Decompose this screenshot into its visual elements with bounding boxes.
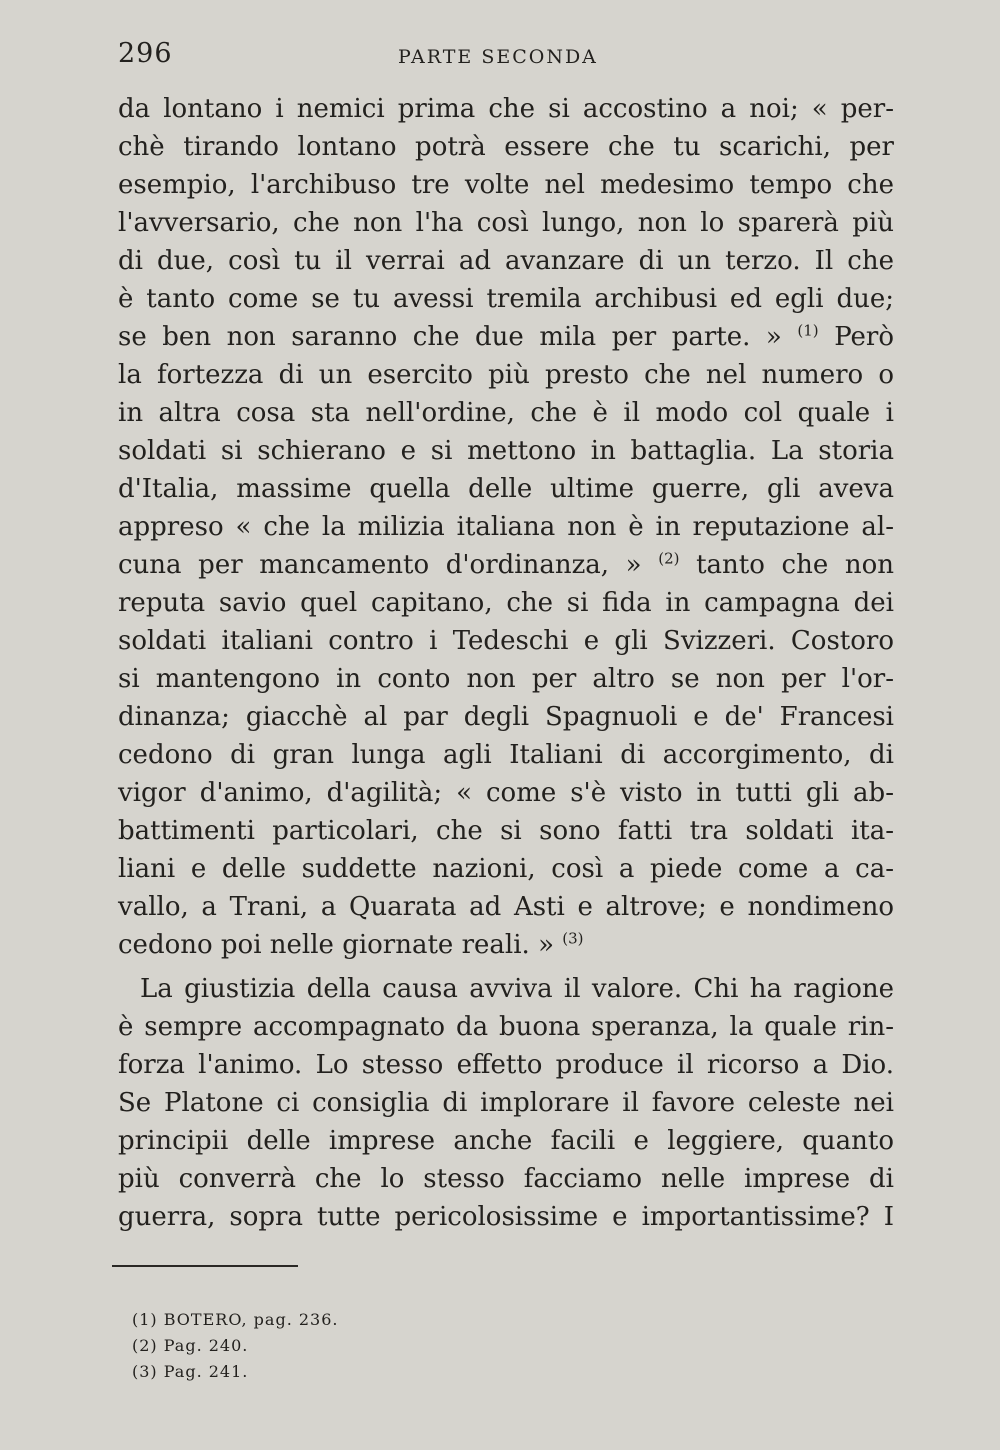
text-line: d'Italia, massime quella delle ultime guerre, gli aveva: [118, 474, 894, 504]
line-text: cuna per mancamento d'ordinanza, »: [118, 550, 642, 580]
footnote: (1) BOTERO, pag. 236.: [132, 1310, 339, 1329]
text-line: la fortezza di un esercito più presto che nel numero o: [118, 360, 894, 390]
text-line: l'avversario, che non l'ha così lungo, non lo sparerà più: [118, 208, 894, 238]
text-line: reputa savio quel capitano, che si fida in campagna dei: [118, 588, 894, 618]
text-line: principii delle imprese anche facili e leggiere, quanto: [118, 1126, 894, 1156]
text-line: Se Platone ci consiglia di implorare il favore celeste nei: [118, 1088, 894, 1118]
text-line: in altra cosa sta nell'ordine, che è il modo col quale i: [118, 398, 894, 428]
text-line: liani e delle suddette nazioni, così a piede come a ca-: [118, 854, 894, 884]
text-line: soldati si schierano e si mettono in battaglia. La storia: [118, 436, 894, 466]
footnote-reference: (3): [562, 929, 584, 948]
text-line: è sempre accompagnato da buona speranza, la quale rin-: [118, 1012, 894, 1042]
text-line: soldati italiani contro i Tedeschi e gli Svizzeri. Costoro: [118, 626, 894, 656]
text-line: appreso « che la milizia italiana non è in reputazione al-: [118, 512, 894, 542]
text-line: da lontano i nemici prima che si accostino a noi; « per-: [118, 94, 894, 124]
text-line: [118, 926, 894, 964]
text-line: vigor d'animo, d'agilità; « come s'è visto in tutti gli ab-: [118, 778, 894, 808]
text-line: di due, così tu il verrai ad avanzare di un terzo. Il che: [118, 246, 894, 276]
text-line: cedono di gran lunga agli Italiani di accorgimento, di: [118, 740, 894, 770]
text-line: più converrà che lo stesso facciamo nelle imprese di: [118, 1164, 894, 1194]
text-line: [118, 318, 894, 356]
text-line: dinanza; giacchè al par degli Spagnuoli e de' Francesi: [118, 702, 894, 732]
text-line: La giustizia della causa avviva il valore. Chi ha ragione: [140, 974, 894, 1004]
line-text: Però: [834, 322, 895, 352]
text-line: si mantengono in conto non per altro se non per l'or-: [118, 664, 894, 694]
text-line: battimenti particolari, che si sono fatti tra soldati ita-: [118, 816, 894, 846]
page-number: 296: [118, 38, 173, 69]
text-line: vallo, a Trani, a Quarata ad Asti e altrove; e nondimeno: [118, 892, 894, 922]
footnote-reference: (2): [658, 549, 680, 568]
text-line: [118, 546, 894, 584]
text-line: è tanto come se tu avessi tremila archibusi ed egli due;: [118, 284, 894, 314]
text-line: chè tirando lontano potrà essere che tu scarichi, per: [118, 132, 894, 162]
text-line: guerra, sopra tutte pericolosissime e importantissime? I: [118, 1202, 894, 1232]
line-text: se ben non saranno che due mila per parte. »: [118, 322, 782, 352]
line-text: cedono poi nelle giornate reali. »: [118, 930, 554, 960]
footnote-divider: [112, 1265, 298, 1267]
footnote: (2) Pag. 240.: [132, 1336, 249, 1355]
line-text: tanto che non: [696, 550, 895, 580]
footnote-reference: (1): [797, 321, 819, 340]
footnote: (3) Pag. 241.: [132, 1362, 249, 1381]
running-head: PARTE SECONDA: [398, 46, 598, 68]
text-line: forza l'animo. Lo stesso effetto produce il ricorso a Dio.: [118, 1050, 894, 1080]
text-line: esempio, l'archibuso tre volte nel medesimo tempo che: [118, 170, 894, 200]
